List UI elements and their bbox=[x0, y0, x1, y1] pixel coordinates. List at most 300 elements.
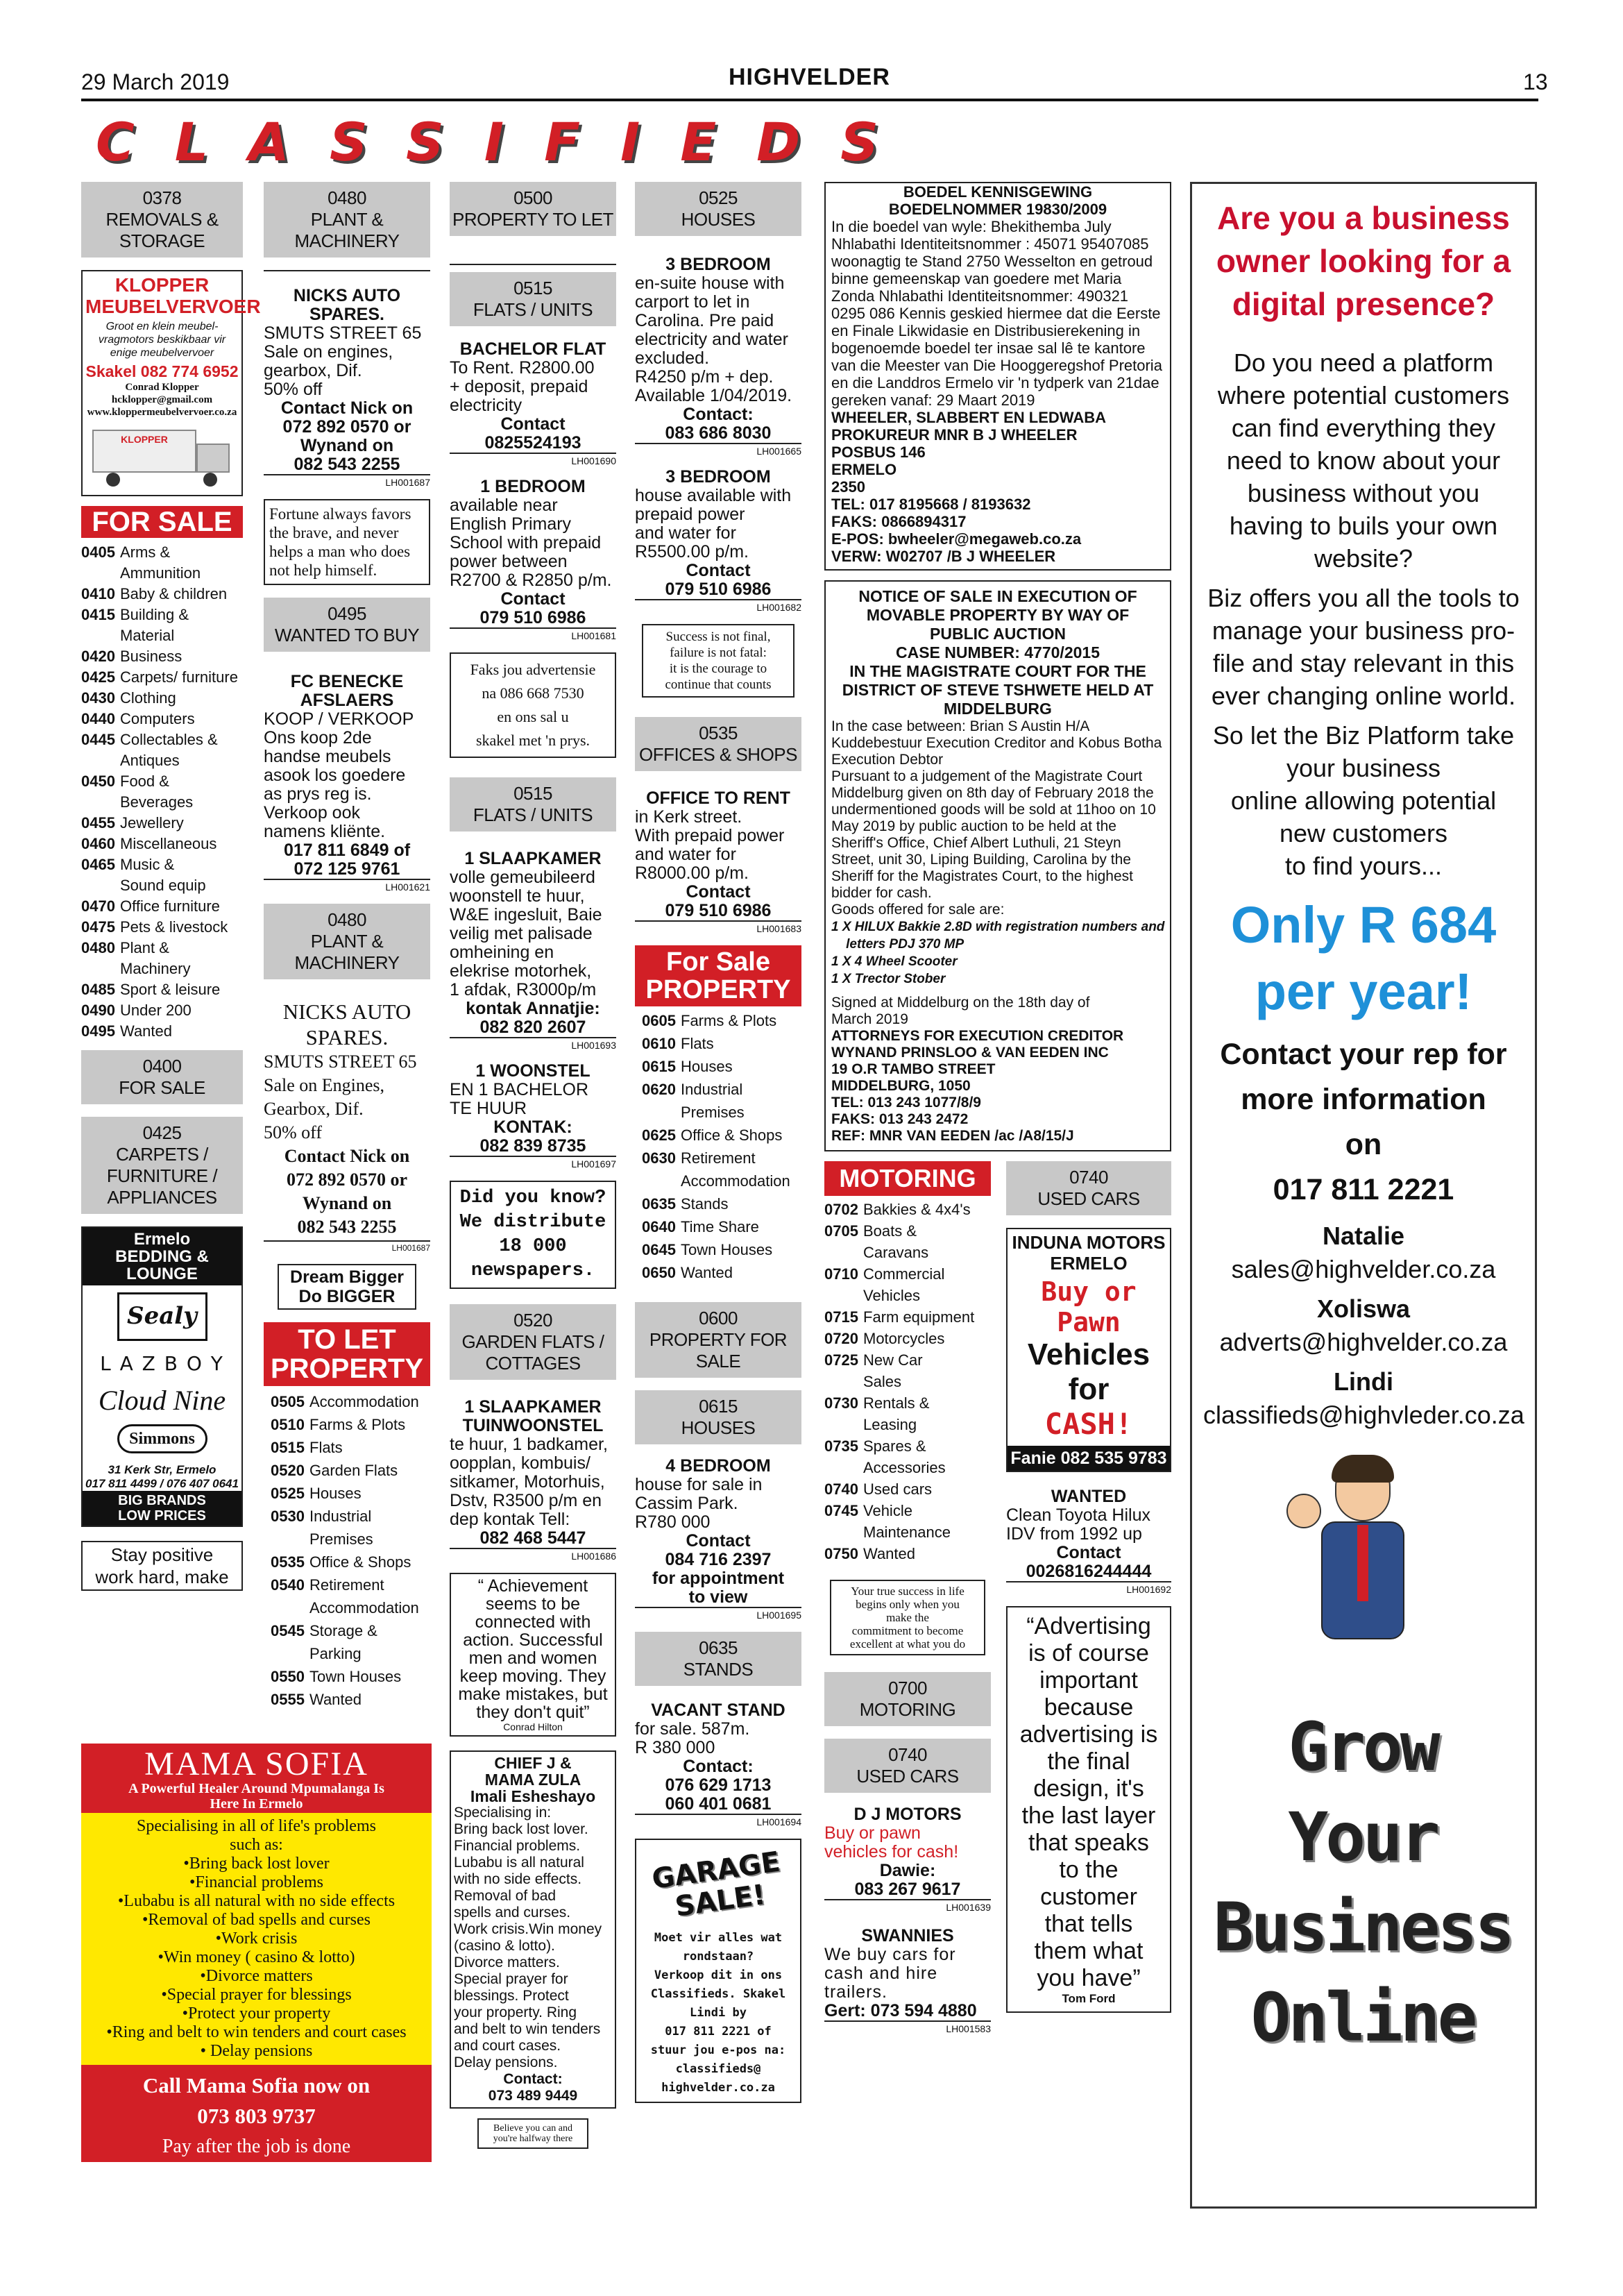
section-0515b-header: 0515 FLATS / UNITS bbox=[450, 777, 616, 832]
category-label: Spares & bbox=[863, 1437, 926, 1455]
woonstel-contact: KONTAK: 082 839 8735 bbox=[479, 1117, 586, 1156]
section-0480-header: 0480 PLANT & MACHINERY bbox=[264, 182, 430, 258]
notice-attorneys: ATTORNEYS FOR EXECUTION CREDITOR WYNAND PRINSLOO & VAN EEDEN INC 19 O.R TAMBO STREET MIDDELBURG, 1050 TEL: 013 243 1077/8/9 FAKS: 013 243 2472 REF: MNR VAN EEDEN /ac /A8/15/J bbox=[831, 1028, 1124, 1144]
category-item bbox=[824, 1478, 991, 1500]
truck-image bbox=[85, 423, 239, 492]
category-code: 0620 bbox=[642, 1081, 676, 1098]
klopper-name: KLOPPER MEUBELVERVOER bbox=[85, 274, 261, 317]
category-code: 0540 bbox=[271, 1576, 305, 1594]
induna-motors-ad bbox=[1006, 1228, 1171, 1472]
category-item bbox=[81, 834, 243, 854]
mama-header bbox=[81, 1744, 432, 1813]
category-item bbox=[271, 1665, 430, 1688]
biz-p2: Biz offers you all the tools to manage your business pro- file and stay relevant in this ever changing online world. bbox=[1207, 584, 1520, 710]
category-label: Flats bbox=[309, 1439, 343, 1456]
category-label: Commercial bbox=[863, 1265, 945, 1283]
bed4-title: 4 BEDROOM bbox=[665, 1456, 771, 1476]
category-code: 0555 bbox=[271, 1691, 305, 1708]
dj-title: D J MOTORS bbox=[853, 1805, 962, 1824]
category-code: 0425 bbox=[81, 668, 115, 686]
category-label: Caravans bbox=[863, 1244, 929, 1261]
category-item bbox=[81, 605, 243, 625]
dj-motors-ad bbox=[824, 1805, 991, 1899]
garage-sale-text: Moet vir alles wat rondstaan? Verkoop dit in ons Classifieds. Skakel Lindi by 017 811 2221 of stuur jou e-pos na: classifieds@ highvelder.co.za bbox=[650, 1931, 786, 2095]
category-item bbox=[824, 1263, 991, 1285]
category-code: 0615 bbox=[642, 1058, 676, 1075]
advertising-quote-box bbox=[1006, 1606, 1171, 2013]
bed4-contact: Contact 084 716 2397 for appointment to view bbox=[652, 1531, 785, 1607]
category-label: Flats bbox=[681, 1035, 714, 1052]
mama-title: MAMA SOFIA bbox=[144, 1746, 368, 1782]
wanted-contact: Contact 0026816244444 bbox=[1026, 1543, 1152, 1581]
vacant-stand-ad bbox=[635, 1701, 801, 1814]
swannies-ad bbox=[824, 1927, 991, 2020]
bed3a-title: 3 BEDROOM bbox=[665, 255, 771, 274]
tuin-title: 1 SLAAPKAMER TUINWOONSTEL bbox=[462, 1397, 604, 1435]
biz-platform-ad bbox=[1190, 182, 1537, 2209]
ad-ref: LH001682 bbox=[756, 602, 801, 613]
induna-buy-pawn: Buy or Pawn bbox=[1041, 1276, 1137, 1337]
category-item bbox=[642, 1238, 801, 1261]
bedroom-body: available near English Primary School with prepaid power between R2700 & R2850 p/m. bbox=[450, 496, 612, 590]
biz-price: Only R 684 per year! bbox=[1230, 896, 1497, 1020]
category-label: Antiques bbox=[120, 752, 180, 769]
slaapkamer-ad bbox=[450, 850, 616, 1037]
category-code: 0430 bbox=[81, 689, 115, 707]
lazboy-logo: L A Z B O Y bbox=[100, 1352, 224, 1375]
ad-ref: LH001695 bbox=[756, 1610, 801, 1621]
category-label: Computers bbox=[120, 710, 195, 727]
category-code: 0705 bbox=[824, 1222, 858, 1240]
category-item bbox=[81, 646, 243, 667]
category-item bbox=[824, 1285, 991, 1306]
category-item bbox=[824, 1500, 991, 1521]
section-0378-header: 0378 REMOVALS & STORAGE bbox=[81, 182, 243, 258]
section-0500-header: 0500 PROPERTY TO LET bbox=[450, 182, 616, 236]
section-0600-header: 0600 PROPERTY FOR SALE bbox=[635, 1302, 801, 1378]
ad-ref: LH001692 bbox=[1126, 1584, 1171, 1595]
category-code: 0545 bbox=[271, 1622, 305, 1639]
ad-ref: LH001697 bbox=[571, 1158, 616, 1170]
category-label: Beverages bbox=[120, 793, 194, 811]
category-label: Sound equip bbox=[120, 877, 206, 894]
category-item bbox=[81, 542, 243, 563]
category-label: Bakkies & 4x4's bbox=[863, 1201, 971, 1218]
category-item bbox=[271, 1436, 430, 1459]
category-code: 0410 bbox=[81, 585, 115, 602]
column-3 bbox=[450, 182, 616, 2149]
category-code: 0495 bbox=[81, 1022, 115, 1040]
dream-bigger-box: Dream Bigger Do BIGGER bbox=[278, 1264, 416, 1310]
category-code: 0730 bbox=[824, 1394, 858, 1412]
ad-ref: LH001686 bbox=[571, 1551, 616, 1562]
category-label: Farms & Plots bbox=[681, 1012, 777, 1029]
category-label: Music & bbox=[120, 856, 175, 873]
category-code bbox=[824, 1521, 863, 1543]
category-item bbox=[824, 1242, 991, 1263]
fc-body: KOOP / VERKOOP Ons koop 2de handse meubels asook los goedere as prys reg is. Verkoop ook namens kliënte. bbox=[264, 709, 414, 841]
bedding-lounge-ad bbox=[81, 1226, 243, 1527]
rep-name-3: Lindi bbox=[1334, 1367, 1393, 1396]
category-label: Under 200 bbox=[120, 1002, 192, 1019]
category-label: Ammunition bbox=[120, 564, 201, 582]
category-label: Collectables & bbox=[120, 731, 218, 748]
category-item bbox=[81, 771, 243, 792]
category-code bbox=[81, 563, 120, 584]
category-item bbox=[642, 1147, 801, 1170]
biz-question: Are you a business owner looking for a digital presence? bbox=[1216, 200, 1511, 322]
nicks-auto-ad bbox=[264, 287, 430, 474]
category-item bbox=[824, 1543, 991, 1564]
klopper-contact: Conrad Klopper hcklopper@gmail.com www.kloppermeubelvervoer.co.za bbox=[87, 382, 237, 418]
wanted-body: Clean Toyota Hilux IDV from 1992 up bbox=[1006, 1505, 1150, 1544]
category-label: Leasing bbox=[863, 1416, 917, 1433]
mama-call: Call Mama Sofia now on 073 803 9737 bbox=[81, 2065, 432, 2132]
category-code bbox=[824, 1457, 863, 1478]
category-item bbox=[642, 1032, 801, 1055]
vacant-contact: Contact: 076 629 1713 060 401 0681 bbox=[665, 1757, 772, 1814]
category-code: 0405 bbox=[81, 543, 115, 561]
chief-body: Specialising in: Bring back lost lover. Financial problems. Lubabu is all natural with no side effects. Removal of bad spells and curses. Work crisis.Win money (casino & lotto). Divorce matters. Special prayer for blessings. Protect your property. Ring and belt to win tenders and court cases. Delay pensions. bbox=[454, 1805, 602, 2070]
header-rule bbox=[81, 99, 1538, 101]
rep-name-1: Natalie bbox=[1322, 1222, 1405, 1250]
category-item bbox=[81, 875, 243, 896]
ad-ref: LH001583 bbox=[946, 2023, 991, 2034]
section-0480b-header: 0480 PLANT & MACHINERY bbox=[264, 904, 430, 979]
category-label: Miscellaneous bbox=[120, 835, 217, 852]
category-item bbox=[81, 584, 243, 605]
category-item bbox=[824, 1328, 991, 1349]
notice-title: NOTICE OF SALE IN EXECUTION OF MOVABLE PROPERTY BY WAY OF PUBLIC AUCTION CASE NUMBER: 4770/2015 IN THE MAGISTRATE COURT FOR THE DISTRICT OF STEVE TSHWETE HELD AT MIDDELBURG bbox=[842, 587, 1154, 718]
fc-benecke-ad bbox=[264, 673, 430, 879]
column-2 bbox=[264, 182, 430, 1711]
bed3b-contact: Contact 079 510 6986 bbox=[665, 561, 772, 599]
category-item bbox=[642, 1192, 801, 1215]
category-code: 0440 bbox=[81, 710, 115, 727]
category-code: 0520 bbox=[271, 1462, 305, 1479]
swannies-contact: Gert: 073 594 4880 bbox=[824, 2001, 977, 2020]
category-label: Farms & Plots bbox=[309, 1416, 406, 1433]
notice-signed: Signed at Middelburg on the 18th day of March 2019 bbox=[831, 995, 1090, 1027]
category-code: 0725 bbox=[824, 1351, 858, 1369]
true-success-quote: Your true success in life begins only when you make the commitment to become excellent at what you do bbox=[830, 1580, 985, 1655]
three-bedroom-ad-2 bbox=[635, 468, 801, 599]
category-label: Vehicles bbox=[863, 1287, 920, 1304]
quote-author: Conrad Hilton bbox=[503, 1721, 563, 1732]
category-code bbox=[81, 875, 120, 896]
category-code: 0510 bbox=[271, 1416, 305, 1433]
category-label: Retirement bbox=[681, 1149, 756, 1167]
garage-sale-ad bbox=[635, 1839, 801, 2103]
tuin-contact: 082 468 5447 bbox=[479, 1528, 586, 1548]
category-code: 0515 bbox=[271, 1439, 305, 1456]
rep-email-3: classifieds@highvleder.co.za bbox=[1203, 1401, 1524, 1429]
cartoon-man-image bbox=[1307, 1459, 1418, 1681]
category-label: Accessories bbox=[863, 1459, 946, 1476]
cloud-nine-logo: Cloud Nine bbox=[98, 1385, 226, 1416]
slaap-contact: kontak Annatjie: 082 820 2607 bbox=[466, 999, 600, 1037]
category-label: New Car bbox=[863, 1351, 923, 1369]
bachelor-title: BACHELOR FLAT bbox=[459, 339, 606, 359]
woonstel-body: EN 1 BACHELOR TE HUUR bbox=[450, 1080, 589, 1118]
category-code bbox=[271, 1642, 309, 1665]
category-code: 0702 bbox=[824, 1201, 858, 1218]
section-0635-header: 0635 STANDS bbox=[635, 1632, 801, 1686]
category-item bbox=[271, 1573, 430, 1596]
category-code: 0450 bbox=[81, 773, 115, 790]
category-label: Arms & bbox=[120, 543, 171, 561]
category-item bbox=[642, 1078, 801, 1101]
rep-email-1: sales@highvelder.co.za bbox=[1231, 1255, 1496, 1283]
category-item bbox=[824, 1435, 991, 1457]
klopper-ad bbox=[81, 270, 261, 496]
boedel-body: In die boedel van wyle: Bhekithemba July Nhlabathi Identiteitsnommer : 45071 95407085 woonagtig te Stand 2750 Wesselton en getroud binne gemeenskap van goedere met Maria Zonda Nhlabathi Identiteitsnommer: 490321 0295 086 Kennis geskied hiermee dat die Eerste en Finale Likwidasie en Distribusierekening in bogenoemde boedel ter insae sal lê te kantore van die Meester van Die Hooggeregshof Pretoria en die Landdros Ermelo vir 'n tydperk van 21dae gereken vanaf: 29 Maart 2019 bbox=[831, 218, 1162, 409]
section-0515-header: 0515 FLATS / UNITS bbox=[450, 272, 616, 326]
ad-ref: LH001665 bbox=[756, 446, 801, 457]
category-item bbox=[81, 917, 243, 938]
section-0425-header: 0425 CARPETS / FURNITURE / APPLIANCES bbox=[81, 1117, 243, 1214]
fc-phone: 017 811 6849 of 072 125 9761 bbox=[283, 841, 411, 879]
bachelor-body: To Rent. R2800.00 + deposit, prepaid electricity bbox=[450, 358, 595, 415]
category-code: 0750 bbox=[824, 1545, 858, 1562]
category-item bbox=[81, 938, 243, 959]
tuin-body: te huur, 1 badkamer, oopplan, kombuis/ sitkamer, Motorhuis, Dstv, R3500 p/m en dep kontak Tell: bbox=[450, 1435, 608, 1529]
bachelor-contact: Contact 0825524193 bbox=[484, 414, 581, 453]
induna-cash: CASH! bbox=[1044, 1407, 1133, 1441]
advertising-quote: “Advertising is of course important because advertising is the final design, it's the last layer that speaks to the customer that tells them what you have” bbox=[1019, 1613, 1158, 1991]
category-item bbox=[81, 813, 243, 834]
category-code: 0635 bbox=[642, 1195, 676, 1213]
category-label: Pets & livestock bbox=[120, 918, 228, 936]
category-item bbox=[642, 1101, 801, 1124]
category-label: Wanted bbox=[120, 1022, 173, 1040]
category-label: Food & bbox=[120, 773, 169, 790]
category-code: 0610 bbox=[642, 1035, 676, 1052]
category-code: 0420 bbox=[81, 648, 115, 665]
swannies-title: SWANNIES bbox=[861, 1926, 954, 1945]
four-bedroom-ad bbox=[635, 1457, 801, 1607]
category-item bbox=[81, 792, 243, 813]
category-label: Time Share bbox=[681, 1218, 759, 1235]
category-code: 0465 bbox=[81, 856, 115, 873]
category-code: 0625 bbox=[642, 1126, 676, 1144]
category-item bbox=[81, 979, 243, 1000]
category-item bbox=[642, 1215, 801, 1238]
category-label: Used cars bbox=[863, 1480, 933, 1498]
category-label: Wanted bbox=[681, 1264, 733, 1281]
category-code bbox=[81, 959, 120, 979]
category-label: Material bbox=[120, 627, 175, 644]
category-label: Baby & children bbox=[120, 585, 228, 602]
category-code: 0445 bbox=[81, 731, 115, 748]
category-label: Wanted bbox=[309, 1691, 362, 1708]
category-code: 0720 bbox=[824, 1330, 858, 1347]
category-label: Jewellery bbox=[120, 814, 184, 832]
induna-title: INDUNA MOTORS ERMELO bbox=[1012, 1232, 1166, 1274]
category-code bbox=[81, 792, 120, 813]
category-item bbox=[824, 1457, 991, 1478]
category-code: 0455 bbox=[81, 814, 115, 832]
category-label: Motorcycles bbox=[863, 1330, 945, 1347]
classifieds-banner: CLASSIFIEDS bbox=[96, 110, 919, 173]
column-1 bbox=[81, 182, 261, 1591]
chief-contact: Contact: 073 489 9449 bbox=[488, 2071, 578, 2104]
category-label: Rentals & bbox=[863, 1394, 930, 1412]
category-code: 0530 bbox=[271, 1508, 305, 1525]
section-0740b-header: 0740 USED CARS bbox=[1006, 1161, 1171, 1215]
notice-body: In the case between: Brian S Austin H/A Kuddebestuur Execution Creditor and Kobus Botha Execution Debtor Pursuant to a judgement of the Magistrate Court Middelburg given on 8th day of February 2018 the undermentioned goods will be sold at 11hoo on 10 May 2019 by public auction to be held at the Sheriff's Office, Chief Albert Luthuli, 21 Steyn Street, unit 30, Liping Building, Carolina by the Sheriff for the Magistrates Court, to the highest bidder for cash. Goods offered for sale are: bbox=[831, 718, 1162, 918]
wanted-hilux-ad bbox=[1006, 1487, 1171, 1581]
category-label: Wanted bbox=[863, 1545, 916, 1562]
bedding-address: 31 Kerk Str, Ermelo 017 811 4499 / 076 407 0641 bbox=[85, 1463, 239, 1490]
woonstel-ad bbox=[450, 1062, 616, 1156]
ad-ref: LH001693 bbox=[571, 1040, 616, 1051]
category-label: Clothing bbox=[120, 689, 176, 707]
bed3b-title: 3 BEDROOM bbox=[665, 467, 771, 487]
motoring-header: MOTORING bbox=[824, 1161, 991, 1196]
category-item bbox=[81, 709, 243, 729]
category-label: Plant & bbox=[120, 939, 169, 956]
category-item bbox=[271, 1642, 430, 1665]
garage-sale-graphic: GARAGE SALE! bbox=[649, 1846, 783, 1923]
motoring-right bbox=[1006, 1161, 1171, 2045]
category-item bbox=[271, 1505, 430, 1528]
category-code: 0630 bbox=[642, 1149, 676, 1167]
dj-contact: Dawie: 083 267 9617 bbox=[854, 1861, 961, 1899]
category-item bbox=[81, 667, 243, 688]
notice-goods: 1 X HILUX Bakkie 2.8D with registration numbers and letters PDJ 370 MP 1 X 4 Wheel Scooter 1 X Trector Stober bbox=[831, 920, 1165, 986]
category-label: Building & bbox=[120, 606, 189, 623]
category-code: 0475 bbox=[81, 918, 115, 936]
three-bedroom-ad bbox=[635, 255, 801, 443]
slaap-body: volle gemeubileerd woonstell te huur, W&E ingesluit, Baie veilig met palisade omheining en elekrise motorhek, 1 afdak, R3000p/m bbox=[450, 868, 602, 999]
category-label: Town Houses bbox=[309, 1668, 402, 1685]
bed3a-body: en-suite house with carport to let in Carolina. Pre paid electricity and water excluded. R4250 p/m + dep. Available 1/04/2019. bbox=[635, 273, 792, 405]
category-item bbox=[81, 854, 243, 875]
bedding-title: Ermelo BEDDING & LOUNGE bbox=[83, 1228, 241, 1285]
category-code: 0735 bbox=[824, 1437, 858, 1455]
category-label: Town Houses bbox=[681, 1241, 773, 1258]
category-label: Accommodation bbox=[309, 1599, 419, 1617]
section-0400-header: 0400 FOR SALE bbox=[81, 1050, 243, 1104]
ad-ref: LH001681 bbox=[571, 630, 616, 641]
ad-ref: LH001687 bbox=[385, 477, 430, 488]
slaap-title: 1 SLAAPKAMER bbox=[464, 849, 602, 868]
motoring-row bbox=[824, 1161, 1171, 2045]
category-label: Farm equipment bbox=[863, 1308, 975, 1326]
chief-sub: Imali Esheshayo bbox=[470, 1787, 596, 1805]
motoring-category-list bbox=[824, 1199, 991, 1564]
boedel-notice bbox=[824, 182, 1171, 571]
nicks-body: SMUTS STREET 65 Sale on engines, gearbox, Dif. 50% off bbox=[264, 323, 422, 399]
category-item bbox=[81, 896, 243, 917]
category-code: 0535 bbox=[271, 1553, 305, 1571]
category-item bbox=[824, 1306, 991, 1328]
category-item bbox=[824, 1392, 991, 1414]
category-label: Houses bbox=[309, 1485, 362, 1502]
section-0535-header: 0535 OFFICES & SHOPS bbox=[635, 717, 801, 771]
category-item bbox=[271, 1688, 430, 1711]
category-item bbox=[271, 1528, 430, 1551]
category-label: Business bbox=[120, 648, 182, 665]
category-code bbox=[81, 750, 120, 771]
ad-ref: LH001694 bbox=[756, 1816, 801, 1827]
category-label: Machinery bbox=[120, 960, 191, 977]
section-0525-header: 0525 HOUSES bbox=[635, 182, 801, 236]
category-item bbox=[824, 1521, 991, 1543]
category-code: 0605 bbox=[642, 1012, 676, 1029]
boedel-title: BOEDEL KENNISGEWING BOEDELNOMMER 19830/2009 bbox=[888, 183, 1107, 218]
for-sale-property-category-list bbox=[635, 1009, 801, 1284]
category-code: 0640 bbox=[642, 1218, 676, 1235]
category-label: Premises bbox=[309, 1530, 373, 1548]
category-item bbox=[81, 729, 243, 750]
category-item bbox=[824, 1414, 991, 1435]
believe-quote: Believe you can and you're halfway there bbox=[477, 2118, 588, 2149]
ad-ref: LH001690 bbox=[571, 455, 616, 466]
fc-title: FC BENECKE AFSLAERS bbox=[290, 672, 404, 710]
bed3b-body: house available with prepaid power and water for R5500.00 p/m. bbox=[635, 486, 792, 562]
for-sale-property-header: For Sale PROPERTY bbox=[635, 945, 801, 1006]
section-0495-header: 0495 WANTED TO BUY bbox=[264, 598, 430, 652]
success-quote: Success is not final, failure is not fatal: it is the courage to continue that counts bbox=[642, 624, 794, 698]
section-0615-header: 0615 HOUSES bbox=[635, 1390, 801, 1444]
category-item bbox=[824, 1349, 991, 1371]
grow-your-business-online: Grow Your Business Online bbox=[1213, 1708, 1513, 2057]
page-number: 13 bbox=[1523, 69, 1548, 94]
rep-name-2: Xoliswa bbox=[1316, 1294, 1411, 1323]
category-item bbox=[81, 563, 243, 584]
category-label: Premises bbox=[681, 1104, 745, 1121]
category-item bbox=[642, 1170, 801, 1192]
category-code: 0645 bbox=[642, 1241, 676, 1258]
category-code: 0490 bbox=[81, 1002, 115, 1019]
category-label: Carpets/ furniture bbox=[120, 668, 238, 686]
chief-zula-ad bbox=[450, 1750, 616, 2109]
category-item bbox=[271, 1482, 430, 1505]
category-item bbox=[81, 750, 243, 771]
faks-box: Faks jou advertensie na 086 668 7530 en ons sal u skakel met 'n prys. bbox=[450, 652, 616, 758]
category-item bbox=[642, 1261, 801, 1284]
for-sale-category-list bbox=[81, 542, 243, 1042]
category-label: Sales bbox=[863, 1373, 902, 1390]
category-item bbox=[271, 1459, 430, 1482]
bachelor-flat-ad bbox=[450, 340, 616, 453]
category-label: Sport & leisure bbox=[120, 981, 221, 998]
boedel-footer: WHEELER, SLABBERT EN LEDWABA PROKUREUR MNR B J WHEELER POSBUS 146 ERMELO 2350 TEL: 017 8195668 / 8193632 FAKS: 0866894317 E-POS: bwheeler@megaweb.co.za VERW: W02707 /B J WHEELER bbox=[831, 409, 1106, 565]
vacant-title: VACANT STAND bbox=[651, 1700, 785, 1720]
category-label: Accommodation bbox=[309, 1393, 419, 1410]
nicks-title: NICKS AUTO SPARES. bbox=[293, 286, 401, 324]
category-code: 0470 bbox=[81, 897, 115, 915]
ad-ref: LH001683 bbox=[756, 923, 801, 934]
section-0740-header: 0740 USED CARS bbox=[824, 1739, 991, 1793]
category-code: 0460 bbox=[81, 835, 115, 852]
category-label: Garden Flats bbox=[309, 1462, 398, 1479]
category-code: 0550 bbox=[271, 1668, 305, 1685]
biz-p3: So let the Biz Platform take your business online allowing potential new customers to find yours... bbox=[1212, 721, 1515, 880]
category-code: 0485 bbox=[81, 981, 115, 998]
category-label: Parking bbox=[309, 1645, 362, 1662]
motoring-left bbox=[824, 1161, 991, 2045]
category-code bbox=[81, 625, 120, 646]
biz-p1: Do you need a platform where potential customers can find everything they need to know about your business without you having to buils your own website? bbox=[1217, 348, 1510, 573]
rep-email-2: adverts@highvelder.co.za bbox=[1219, 1328, 1508, 1356]
category-label: Boats & bbox=[863, 1222, 917, 1240]
bedroom-title: 1 BEDROOM bbox=[480, 477, 586, 496]
category-label: Office & Shops bbox=[681, 1126, 783, 1144]
simmons-logo: Simmons bbox=[117, 1424, 207, 1453]
